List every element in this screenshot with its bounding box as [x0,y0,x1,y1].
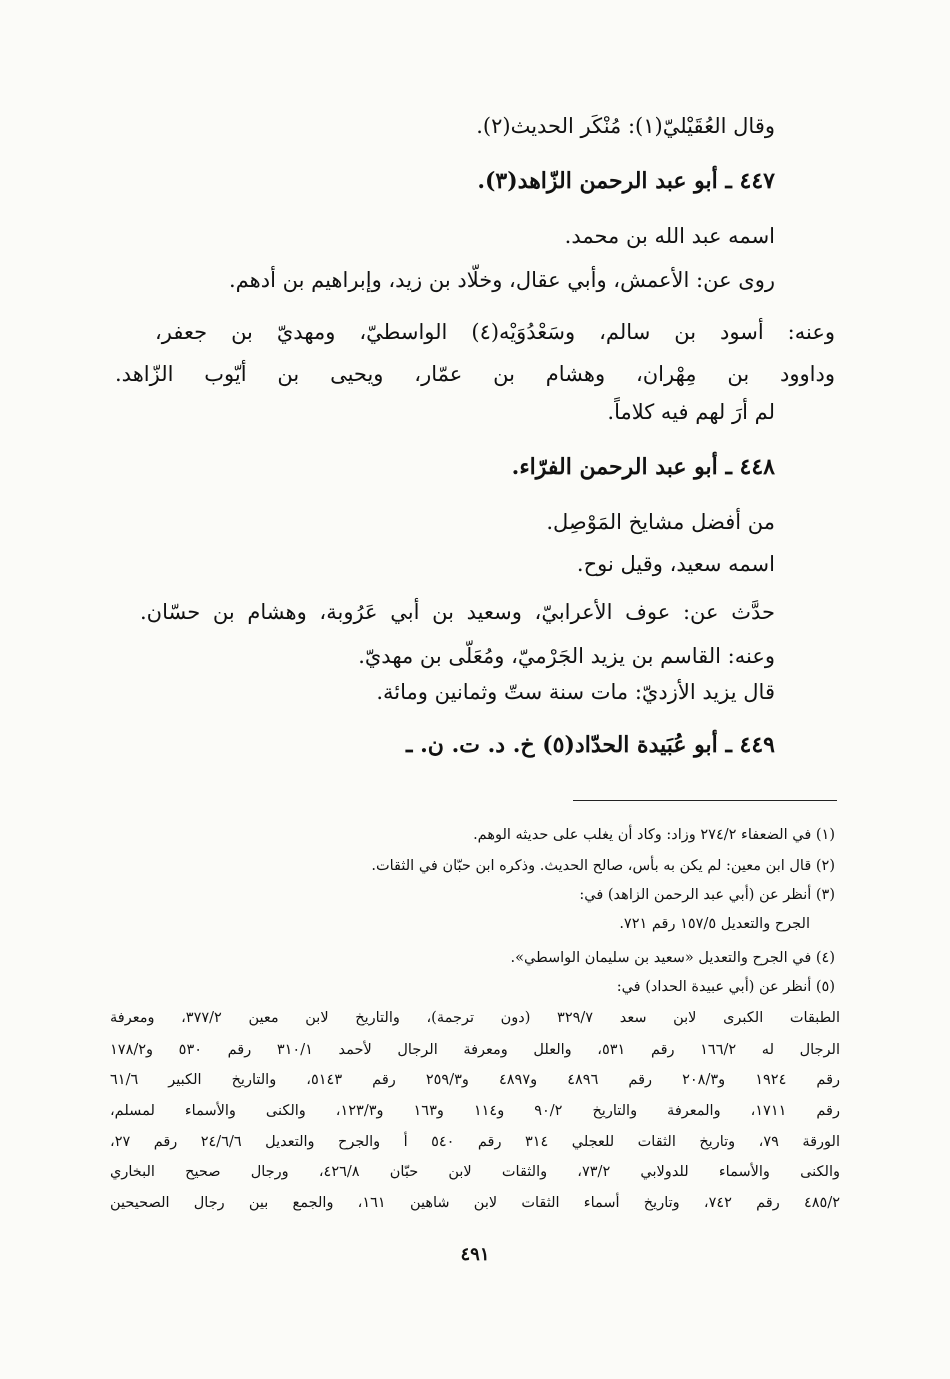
footnote-line: رقم ١٧١١، والمعرفة والتاريخ ٩٠/٢ و١١٤ و١٦٣ و١٢٣/٣، والكنى والأسماء لمسلم، [110,1103,840,1119]
footnote-line: (٥) أنظر عن (أبي عبيدة الحداد) في: [616,979,835,995]
footnote-separator [573,800,837,801]
footnote-line: الورقة ٧٩، وتاريخ الثقات للعجلي ٣١٤ رقم ٥٤٠ أ والجرح والتعديل ٢٤/٦/٦ رقم ٢٧، [110,1134,840,1150]
body-line: حدَّث عن: عوف الأعرابيّ، وسعيد بن أبي عَرُوبة، وهشام بن حسّان. [140,600,775,624]
body-line: من أفضل مشايخ المَوْصِل. [546,510,775,534]
footnote-line: ٤٨٥/٢ رقم ٧٤٢، وتاريخ أسماء الثقات لابن شاهين ١٦١، والجمع بين رجال الصحيحين [110,1195,840,1211]
footnote-line: (٤) في الجرح والتعديل «سعيد بن سليمان الواسطي». [510,950,835,966]
footnote-line: (٣) أنظر عن (أبي عبد الرحمن الزاهد) في: [579,887,835,903]
body-line: اسمه عبد الله بن محمد. [564,224,775,248]
footnote-line: (١) في الضعفاء ٢٧٤/٢ وزاد: وكاد أن يغلب على حديثه الوهم. [473,827,835,843]
body-line: اسمه سعيد، وقيل نوح. [576,552,775,576]
body-line: وداوود بن مِهْران، وهشام بن عمّار، ويحيى بن أيّوب الزّاهد. [115,362,835,386]
entry-heading-449: ٤٤٩ ـ أبو عُبَيدة الحدّاد(٥) خ. د. ت. ن. ـ [406,732,775,758]
page-number: ٤٩١ [460,1244,490,1265]
footnote-line: (٢) قال ابن معين: لم يكن به بأس، صالح الحديث. وذكره ابن حبّان في الثقات. [371,858,835,874]
entry-heading-448: ٤٤٨ ـ أبو عبد الرحمن الفرّاء. [511,454,775,480]
body-line: وعنه: أسود بن سالم، وسَعْدُوَيْه(٤) الواسطيّ، ومهديّ بن جعفر، [155,320,835,344]
footnote-line: الرجال له ١٦٦/٢ رقم ٥٣١، والعلل ومعرفة الرجال لأحمد ٣١٠/١ رقم ٥٣٠ و١٧٨/٢ [110,1042,840,1058]
footnote-line: والكنى والأسماء للدولابي ٧٣/٢، والثقات لابن حبّان ٤٢٦/٨، ورجال صحيح البخاري [110,1164,840,1180]
body-line: قال يزيد الأزديّ: مات سنة ستّ وثمانين ومائة. [376,680,775,704]
body-line: لم أرَ لهم فيه كلاماً. [607,400,775,424]
body-line: وعنه: القاسم بن يزيد الجَرْميّ، ومُعَلَّى بن مهديّ. [358,644,775,668]
body-line: وقال العُقَيْليّ(١): مُنْكَر الحديث(٢). [476,114,775,138]
body-line: روى عن: الأعمش، وأبي عقال، وخلّاد بن زيد، وإبراهيم بن أدهم. [229,268,775,292]
footnote-line: رقم ١٩٢٤ و٢٠٨/٣ رقم ٤٨٩٦ و٤٨٩٧ و٢٥٩/٣ رقم ٥١٤٣، والتاريخ الكبير ٦١/٦ [110,1072,840,1088]
footnote-line: الجرح والتعديل ١٥٧/٥ رقم ٧٢١. [619,916,810,932]
entry-heading-447: ٤٤٧ ـ أبو عبد الرحمن الزّاهد(٣). [477,168,775,194]
footnote-line: الطبقات الكبرى لابن سعد ٣٢٩/٧ (دون ترجمة)، والتاريخ لابن معين ٣٧٧/٢، ومعرفة [110,1010,840,1026]
